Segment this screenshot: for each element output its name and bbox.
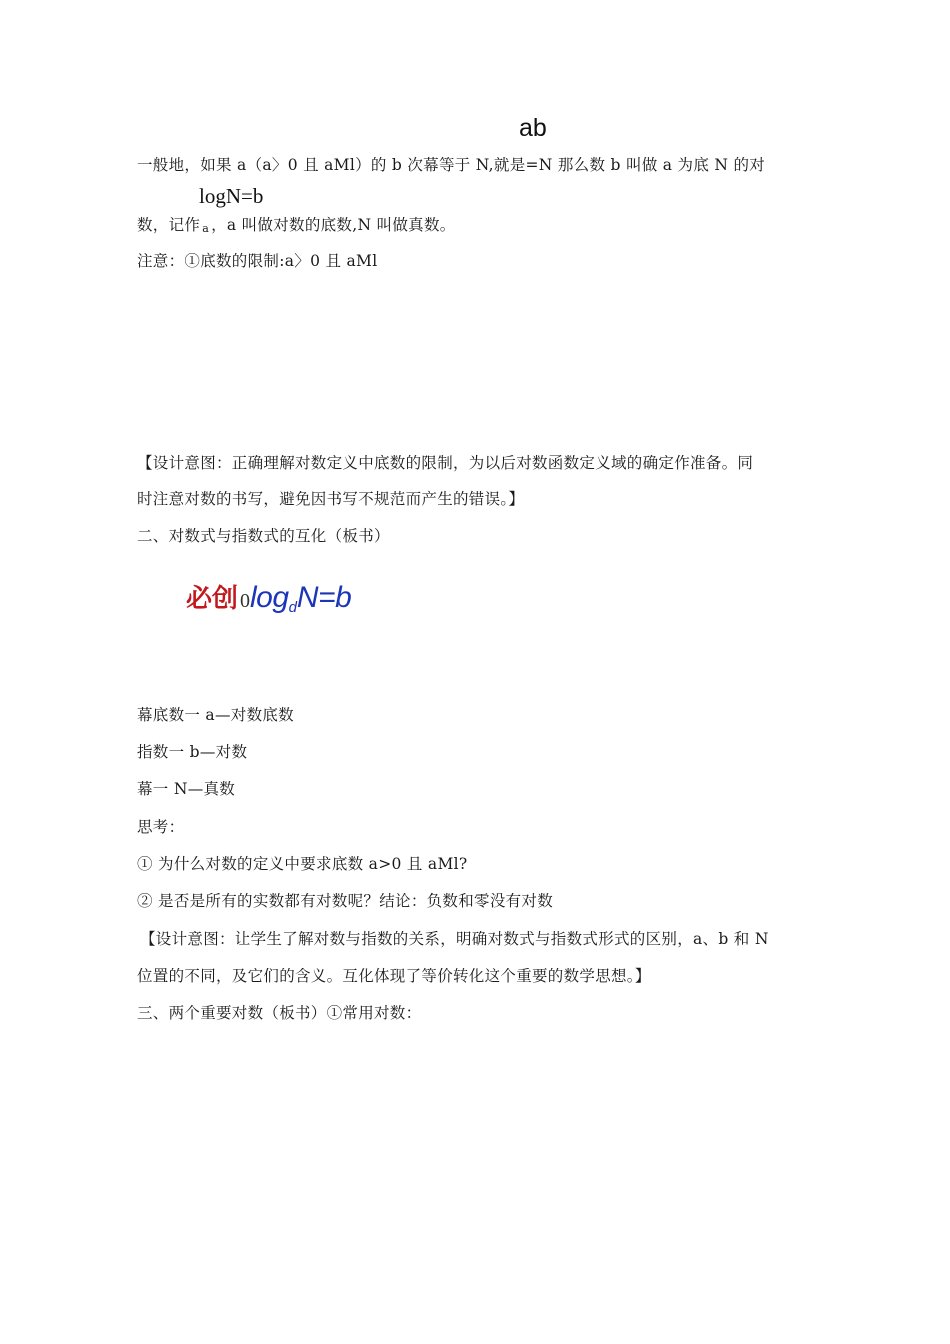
- colored-log-formula: [186, 581, 351, 621]
- definition-line-2: [137, 215, 456, 239]
- question-1: ① 为什么对数的定义中要求底数 a>0 且 aMl?: [137, 855, 468, 873]
- formula-red-chars: 必创: [186, 584, 239, 614]
- section-heading-2: 二、对数式与指数式的互化（板书）: [137, 527, 390, 545]
- design-intent-2-line-a: 【设计意图：让学生了解对数与指数的关系，明确对数式与指数式形式的区别，a、b 和 N: [140, 930, 769, 948]
- mapping-item-exponent: 指数一 b—对数: [137, 743, 248, 761]
- log-base-subscript: a: [202, 222, 210, 235]
- section-heading-3: 三、两个重要对数（板书）①常用对数：: [137, 1004, 422, 1022]
- formula-log: logN=b: [199, 184, 264, 208]
- formula-equation-rest: N=b: [296, 581, 352, 614]
- formula-zero: 0: [240, 590, 251, 612]
- design-intent-2-line-b: 位置的不同，及它们的含义。互化体现了等价转化这个重要的数学思想。】: [137, 967, 651, 985]
- definition-line-2-pre: 数，记作: [137, 216, 201, 234]
- definition-line-1: 一般地，如果 a（a〉0 且 aMl）的 b 次幕等于 N,就是=N 那么数 b 叫做 a 为底 N 的对: [137, 156, 766, 174]
- think-heading: 思考：: [137, 818, 185, 836]
- formula-log-text: log: [250, 581, 289, 614]
- definition-line-2-post: ，a 叫做对数的底数,N 叫做真数。: [211, 216, 456, 234]
- formula-log-subscript: d: [288, 599, 297, 616]
- note-line: 注意：①底数的限制:a〉0 且 aMl: [137, 252, 378, 270]
- mapping-item-power: 幕一 N—真数: [137, 780, 236, 798]
- mapping-item-base: 幕底数一 a—对数底数: [137, 706, 294, 724]
- design-intent-1-line-b: 时注意对数的书写，避免因书写不规范而产生的错误。】: [137, 490, 525, 508]
- question-2: ② 是否是所有的实数都有对数呢？结论：负数和零没有对数: [137, 892, 554, 910]
- design-intent-1-line-a: 【设计意图：正确理解对数定义中底数的限制，为以后对数函数定义域的确定作准备。同: [137, 454, 754, 472]
- formula-ab: ab: [519, 114, 547, 142]
